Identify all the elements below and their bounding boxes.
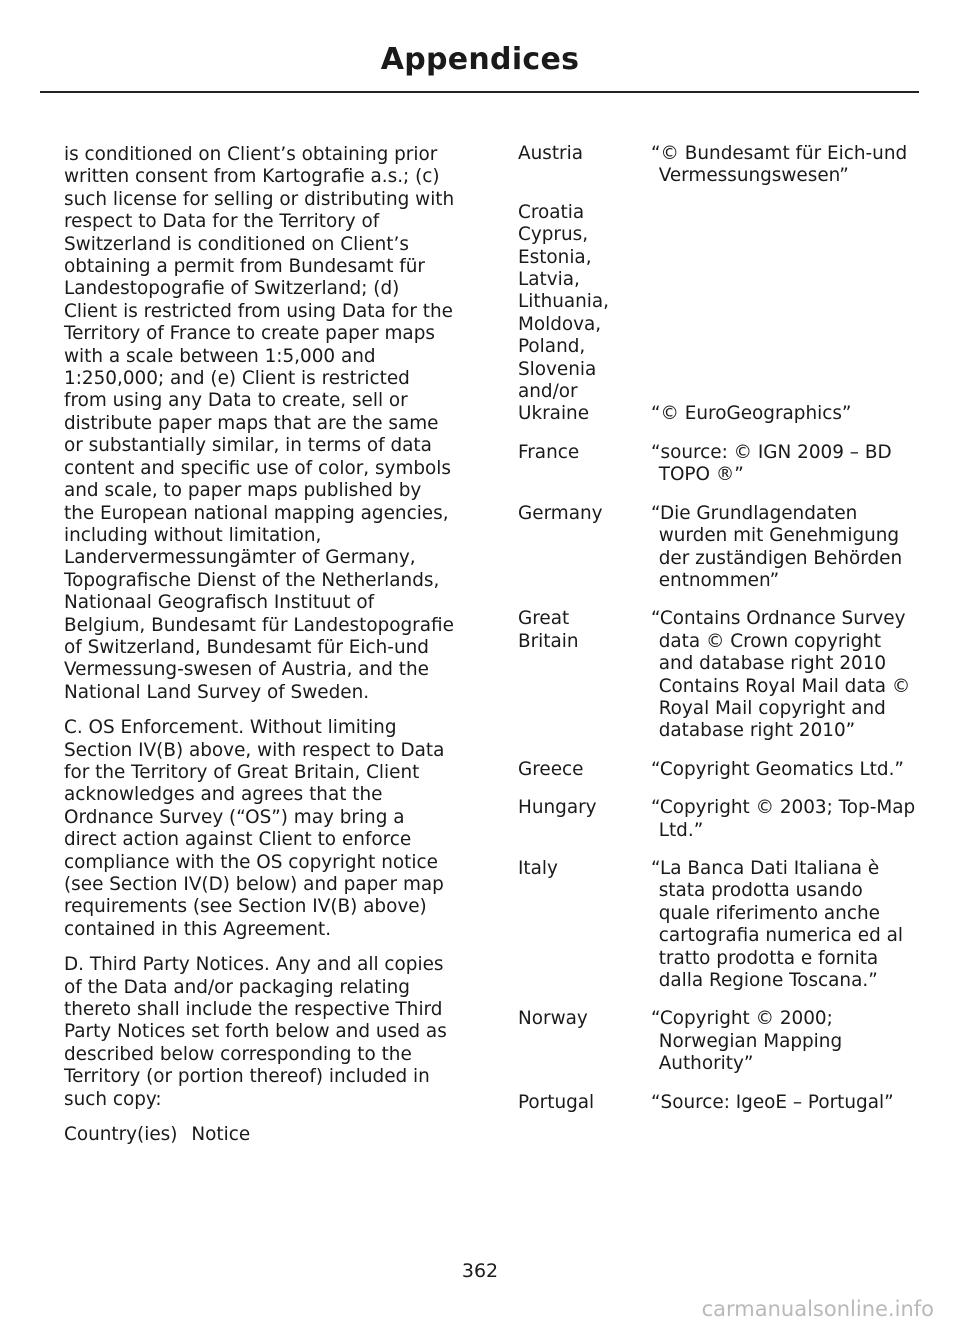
country-cell: Greece [518,758,584,780]
table-row [518,143,910,188]
country-cell: Hungary [518,797,597,819]
paragraph-os-enforcement: C. OS Enforcement. Without limiting Section IV(B) above, with respect to Data for the Territory of Great Britain, Client acknowledges and agrees that the Ordnance Survey (“OS”) may bring a direct action against Client to enforce compliance with the OS copyright notice (see Section IV(D) below) and paper map requirements (see Section IV(B) above) contained in this Agreement. [64,717,445,940]
notice-cell: “Die Grundlagendaten wurden mit Genehmigung der zuständigen Behörden entnommen” [651,502,903,591]
table-row [518,759,910,781]
left-column [64,144,456,1159]
column-header-notice: Notice [191,1124,251,1146]
column-header-countries: Country(ies) [64,1124,178,1146]
paragraph-licensing: is conditioned on Client’s obtaining prior written consent from Kartografie a.s.; (c) such license for selling or distributing with respect to Data for the Territory of Switzerland is conditioned on Client’s obtaining a permit from Bundesamt für Landestopografie of Switzerland; (d) Client is restricted from using Data for the Territory of France to create paper maps with a scale between 1:5,000 and 1:250,000; and (e) Client is restricted from using any Data to create, sell or distribute paper maps that are the same or substantially similar, in terms of data content and specific use of color, symbols and scale, to paper maps published by the European national mapping agencies, including without limitation, Landervermessungämter of Germany, Topografische Dienst of the Netherlands, Nationaal Geografisch Instituut of Belgium, Bundesamt für Landestopografie of Switzerland, Bundesamt für Eich-und Vermessung-swesen of Austria, and the National Land Survey of Sweden. [64,144,455,703]
notice-cell: “Copyright © 2003; Top-Map Ltd.” [651,797,916,841]
notice-cell: “© EuroGeographics” [651,403,852,425]
table-row [518,858,910,992]
notice-cell: “Copyright © 2000; Norwegian Mapping Authority” [651,1008,843,1075]
notice-cell: “source: © IGN 2009 – BD TOPO ®” [651,441,892,486]
table-row [518,503,910,593]
notice-cell: “La Banca Dati Italiana è stata prodotta usando quale riferimento anche cartografia numerica ed al tratto prodotta e fornita dalla Regione Toscana.” [651,857,903,991]
country-cell: Portugal [518,1091,595,1113]
header-divider [40,91,919,93]
notices-table [518,143,916,1130]
table-row [518,202,910,426]
table-row [518,608,910,742]
country-cell: Germany [518,502,603,524]
country-cell: Austria [518,143,583,164]
notice-cell: “Copyright Geomatics Ltd.” [651,758,904,780]
page-number: 362 [461,1260,499,1282]
country-cell: Great Britain [518,608,579,652]
table-row [518,442,910,487]
notice-cell: “Source: IgeoE – Portugal” [651,1091,894,1113]
table-row [518,1092,910,1114]
notice-cell: “Contains Ordnance Survey data © Crown copyright and database right 2010 Contains Royal Mail data © Royal Mail copyright and database right 2010” [651,608,911,742]
notice-cell: “© Bundesamt für Eich-und Vermessungswesen” [651,143,908,187]
country-cell: Norway [518,1008,588,1030]
page-title: Appendices [380,42,580,77]
country-cell: Italy [518,857,558,879]
paragraph-third-party-notices: D. Third Party Notices. Any and all copies of the Data and/or packaging relating thereto shall include the respective Third Party Notices set forth below and used as described below corresponding to the Territory (or portion thereof) included in such copy: [64,954,447,1110]
site-watermark: carmanualsonline.info [701,1297,934,1321]
country-cell: France [518,441,580,463]
notices-table-header [64,1124,456,1146]
table-row [518,797,916,842]
country-cell: Croatia Cyprus, Estonia, Latvia, Lithuania, Moldova, Poland, Slovenia and/or Ukraine [518,201,610,425]
table-row [518,1008,910,1075]
